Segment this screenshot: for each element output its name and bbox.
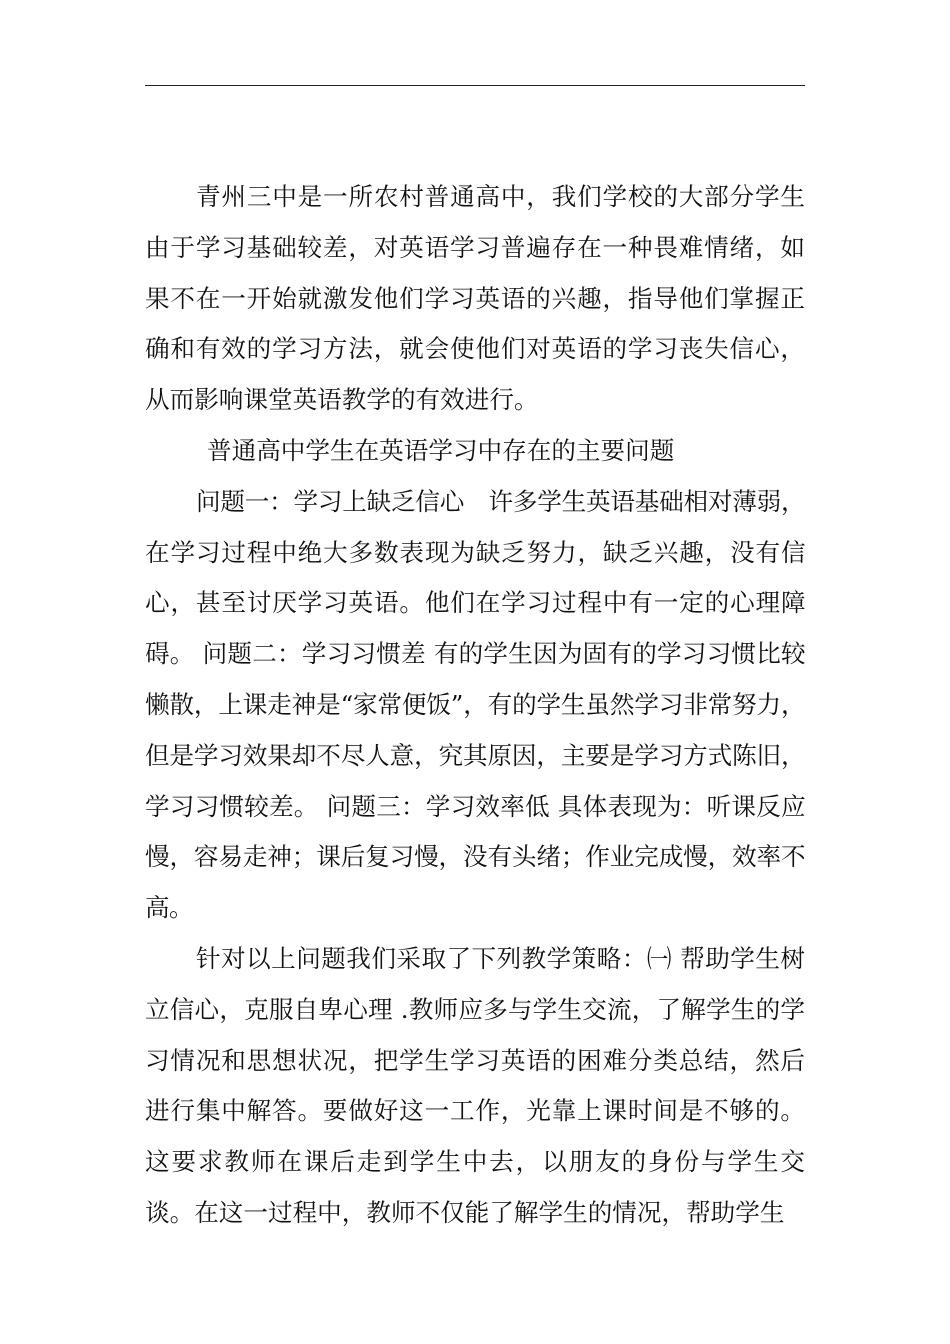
- section-heading: 普通高中学生在英语学习中存在的主要问题: [207, 435, 675, 465]
- paragraph-intro: 青州三中是一所农村普通高中，我们学校的大部分学生由于学习基础较差，对英语学习普遍存在一种畏难情绪，如果不在一开始就激发他们学习英语的兴趣，指导他们掌握正确和有效的学习方法，就会使他们对英语的学习丧失信心，从而影响课堂英语教学的有效进行。: [145, 182, 805, 415]
- header-rule: [145, 85, 805, 86]
- paragraph-strategies: 针对以上问题我们采取了下列教学策略：㈠ 帮助学生树立信心，克服自卑心理 .教师应多与学生交流，了解学生的学习情况和思想状况，把学生学习英语的困难分类总结，然后进行集中解答。要做好这一工作，光靠上课时间是不够的。这要求教师在课后走到学生中去，以朋友的身份与学生交谈。在这一过程中，教师不仅能了解学生的情况，帮助学生: [145, 943, 805, 1227]
- paragraph-problems: 问题一：学习上缺乏信心 许多学生英语基础相对薄弱，在学习过程中绝大多数表现为缺乏努力，缺乏兴趣，没有信心，甚至讨厌学习英语。他们在学习过程中有一定的心理障碍。 问题二：学习习惯差 有的学生因为固有的学习习惯比较懒散，上课走神是“家常便饭”，有的学生虽然学习非常努力，但是学习效果却不尽人意，究其原因，主要是学习方式陈旧，学习习惯较差。 问题三：学习效率低 具体表现为：听课反应慢，容易走神；课后复习慢，没有头绪；作业完成慢，效率不高。: [145, 486, 805, 923]
- document-body: [145, 172, 805, 1239]
